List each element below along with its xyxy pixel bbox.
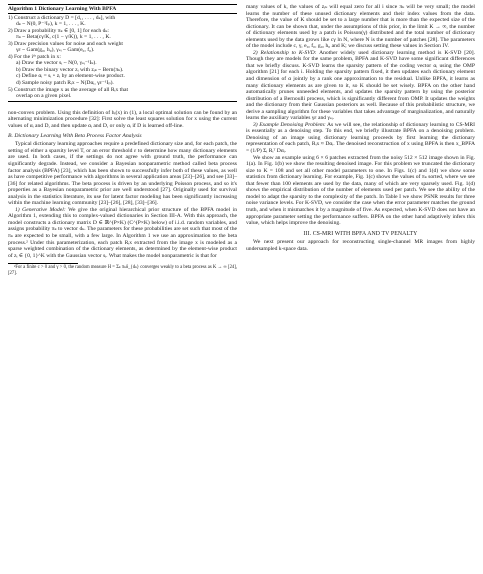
left-column [8, 4, 237, 276]
algorithm-substep: a) Draw the vector sᵢ ~ N(0, γₛᵢ⁻¹Iₖ). [16, 60, 97, 67]
intro-paragraph: non-convex problem. Using this definition of hᵢ(x) in (1), a local optimal solution can be found by an alternating minimization procedure [32]: First solve the least squares solution for x using the current values of αᵢ and D, and then update αᵢ and D, or only αᵢ if D is learned off-line. [8, 109, 237, 129]
paragraph: Typical dictionary learning approaches require a predefined dictionary size and, for each patch, the setting of either a sparsity level T, or an error threshold ε to determine how many dictionary elements are used. In both cases, if the settings do not agree with ground truth, the performance can significantly degrade. Instead, we consider a Bayesian nonparametric method called beta process factor analysis (BPFA) [23], which has been shown to successfully infer both of these values, as well as have competitive performance with algorithms in several application areas [23]–[26], and see [33]–[36] for related algorithms. The beta process is driven by an underlying Poisson process, and so it's properties as a Bayesian nonparametric prior are well understood [27]. Originally used for survival analysis in the statistics literature, its use for latent factor modeling has been significantly increasing within the machine learning community [23]–[26], [28], [33]–[36]. [8, 141, 237, 207]
paragraph-text: Another widely used dictionary learning method is K-SVD [20]. Though they are models for the same problem, BPFA and K-SVD have some significant differences that we briefly discuss. K-SVD learns the sparsity pattern of the coding vector αᵢ using the OMP algorithm [21] for each i. Holding the sparsity pattern fixed, it then updates each dictionary element and dimension of α jointly by a rank one approximation to the residual. Unlike BPFA, it learns as many dictionary elements as are given to it, so K should be set wisely. BPFA on the other hand automatically prunes unneeded elements, and updates the sparsity pattern by using the posterior distribution of a Bernoulli process, which is significantly different from OMP. It updates the weights and the dictionary from their Gaussian posteriors as well. Because of this probabilistic structure, we derive a sampling algorithm for these variables that takes advantage of marginalization, and naturally learns the auxiliary variables γε and γₛᵢ. [246, 49, 475, 122]
footnote: ²For a finite c > 0 and γ > 0, the random measure H = Σₖ πₖδ_{dₖ} converges weakly to a beta process as K → ∞ [24], [27]. [8, 265, 237, 276]
algorithm-substep: c) Define αᵢ = sᵢ ∘ zᵢ by an element-wise product. [16, 73, 125, 80]
paragraph [8, 207, 237, 259]
paragraph: many values of k, the values of zᵢₖ will equal zero for all i since πₖ will be very small; the model learns the number of these unused dictionary elements and their index values from the data. Therefore, the value of K should be set to a large number that is more than the expected size of the dictionary. It can be shown that, under the assumptions of this prior, in the limit K → ∞, the number of dictionary elements used by a patch is Poisson(γ) distributed and the total number of dictionary elements used by the data grows like cγ ln N, where N is the number of patches [28]. The parameters of the model include c, γ, e₀, f₀, g₀, h₀ and K; we discuss setting these values in Section IV. [246, 4, 475, 50]
algorithm-box [8, 4, 237, 102]
algorithm-substep: d) Sample noisy patch Rᵢx ~ N(Dαᵢ, γε⁻¹Iₚ). [16, 80, 114, 87]
algorithm-step: πₖ ~ Beta(cγ/K, c(1 − γ/K)), k = 1, . . . , K. [16, 34, 111, 41]
algorithm-step: 1) Construct a dictionary D = [d₁, . . . , dₖ], with [8, 14, 116, 21]
algorithm-step: 4) For the iᵗʰ patch in x: [8, 53, 61, 60]
algorithm-step: dₖ ~ N(0, P⁻¹Iₚ), k = 1, . . . , K. [16, 21, 86, 28]
algorithm-substep: b) Draw the binary vector zᵢ with zᵢₖ ~ Bern(πₖ). [16, 66, 124, 73]
algorithm-step: γε ~ Gam(g₀, h₀), γₛᵢ ~ Gam(e₀, f₀). [16, 47, 95, 54]
algorithm-step: 3) Draw precision values for noise and each weight [8, 40, 123, 47]
runin-heading: 2) Relationship to K-SVD: [253, 49, 317, 56]
paragraph-text: We give the original hierarchical prior structure of the BPFA model in Algorithm 1, extending this to complex-valued dictionaries in Section III-A. With this approach, the model constructs a dictionary matrix D ∈ ℝ^(P×K) (C^(P×K) below) of i.i.d. random variables, and assigns probability πₖ to vector dₖ. The parameters for these probabilities are set such that most of the πₖ are expected to be small, with a few large. In Algorithm 1 we use an approximation to the beta process.² Under this parameterization, each patch Rᵢx extracted from the image x is modeled as a sparse weighted combination of the dictionary elements, as determined by the element-wise product of zᵢ ∈ {0, 1}^K with the Gaussian vector sᵢ. What makes the model nonparametric is that for [8, 206, 237, 259]
algorithm-step: 5) Construct the image x as the average of all Rᵢx that [8, 86, 129, 93]
paragraph: We show an example using 6 × 6 patches extracted from the noisy 512 × 512 image shown in Fig. 1(a). In Fig. 1(b) we show the resulting denoised image. For this problem we truncated the dictionary size to K = 108 and set all other model parameters to one. In Figs. 1(c) and 1(d) we show some statistics from dictionary learning. For example, Fig. 1(c) shows the values of πₖ sorted, where we see that fewer than 100 elements are used by the data, many of which are very sparsely used. Fig. 1(d) shows the empirical distribution of the number of elements used per patch. We see the ability of the model to adapt the sparsity to the complexity of the patch. In Table I we show PSNR results for three noise variance levels. For K-SVD, we consider the case when the error parameter matches the ground truth, and when it mismatches it by a magnitude of five. As expected, when K-SVD does not have an appropriate parameter setting the performance suffers. BPFA on the other hand adaptively infers this value, which helps improve the denoising. [246, 154, 475, 227]
paragraph [246, 122, 475, 155]
paragraph: We next present our approach for reconstructing single-channel MR images from highly undersampled k-space data. [246, 239, 475, 252]
paragraph [246, 50, 475, 122]
paragraph-text: As we will see, the relationship of dictionary learning to CS-MRI is essentially as a denoising step. To this end, we briefly illustrate BPFA on a denoising problem. Denoising of an image using dictionary learning proceeds by first learning the dictionary representation of each patch, Rᵢx ≈ Dαᵢ. The denoised reconstruction of x using BPFA is then x_BPFA = (1/P) Σᵢ Rᵢᵀ Dαᵢ. [246, 121, 475, 155]
algorithm-step: 2) Draw a probability πₖ ∈ [0, 1] for each dₖ: [8, 27, 109, 34]
section-heading: III. CS-MRI WITH BPFA AND TV PENALTY [303, 230, 418, 237]
runin-heading: 1) Generative Model: [15, 206, 66, 213]
runin-heading: 3) Example Denoising Problem: [253, 121, 326, 128]
algorithm-title: Algorithm 1 Dictionary Learning With BPFA [8, 6, 237, 14]
algorithm-step: overlap on a given pixel. [16, 93, 72, 100]
right-column [246, 4, 475, 252]
subsection-heading: B. Dictionary Learning With Beta Process Factor Analysis [8, 132, 142, 139]
